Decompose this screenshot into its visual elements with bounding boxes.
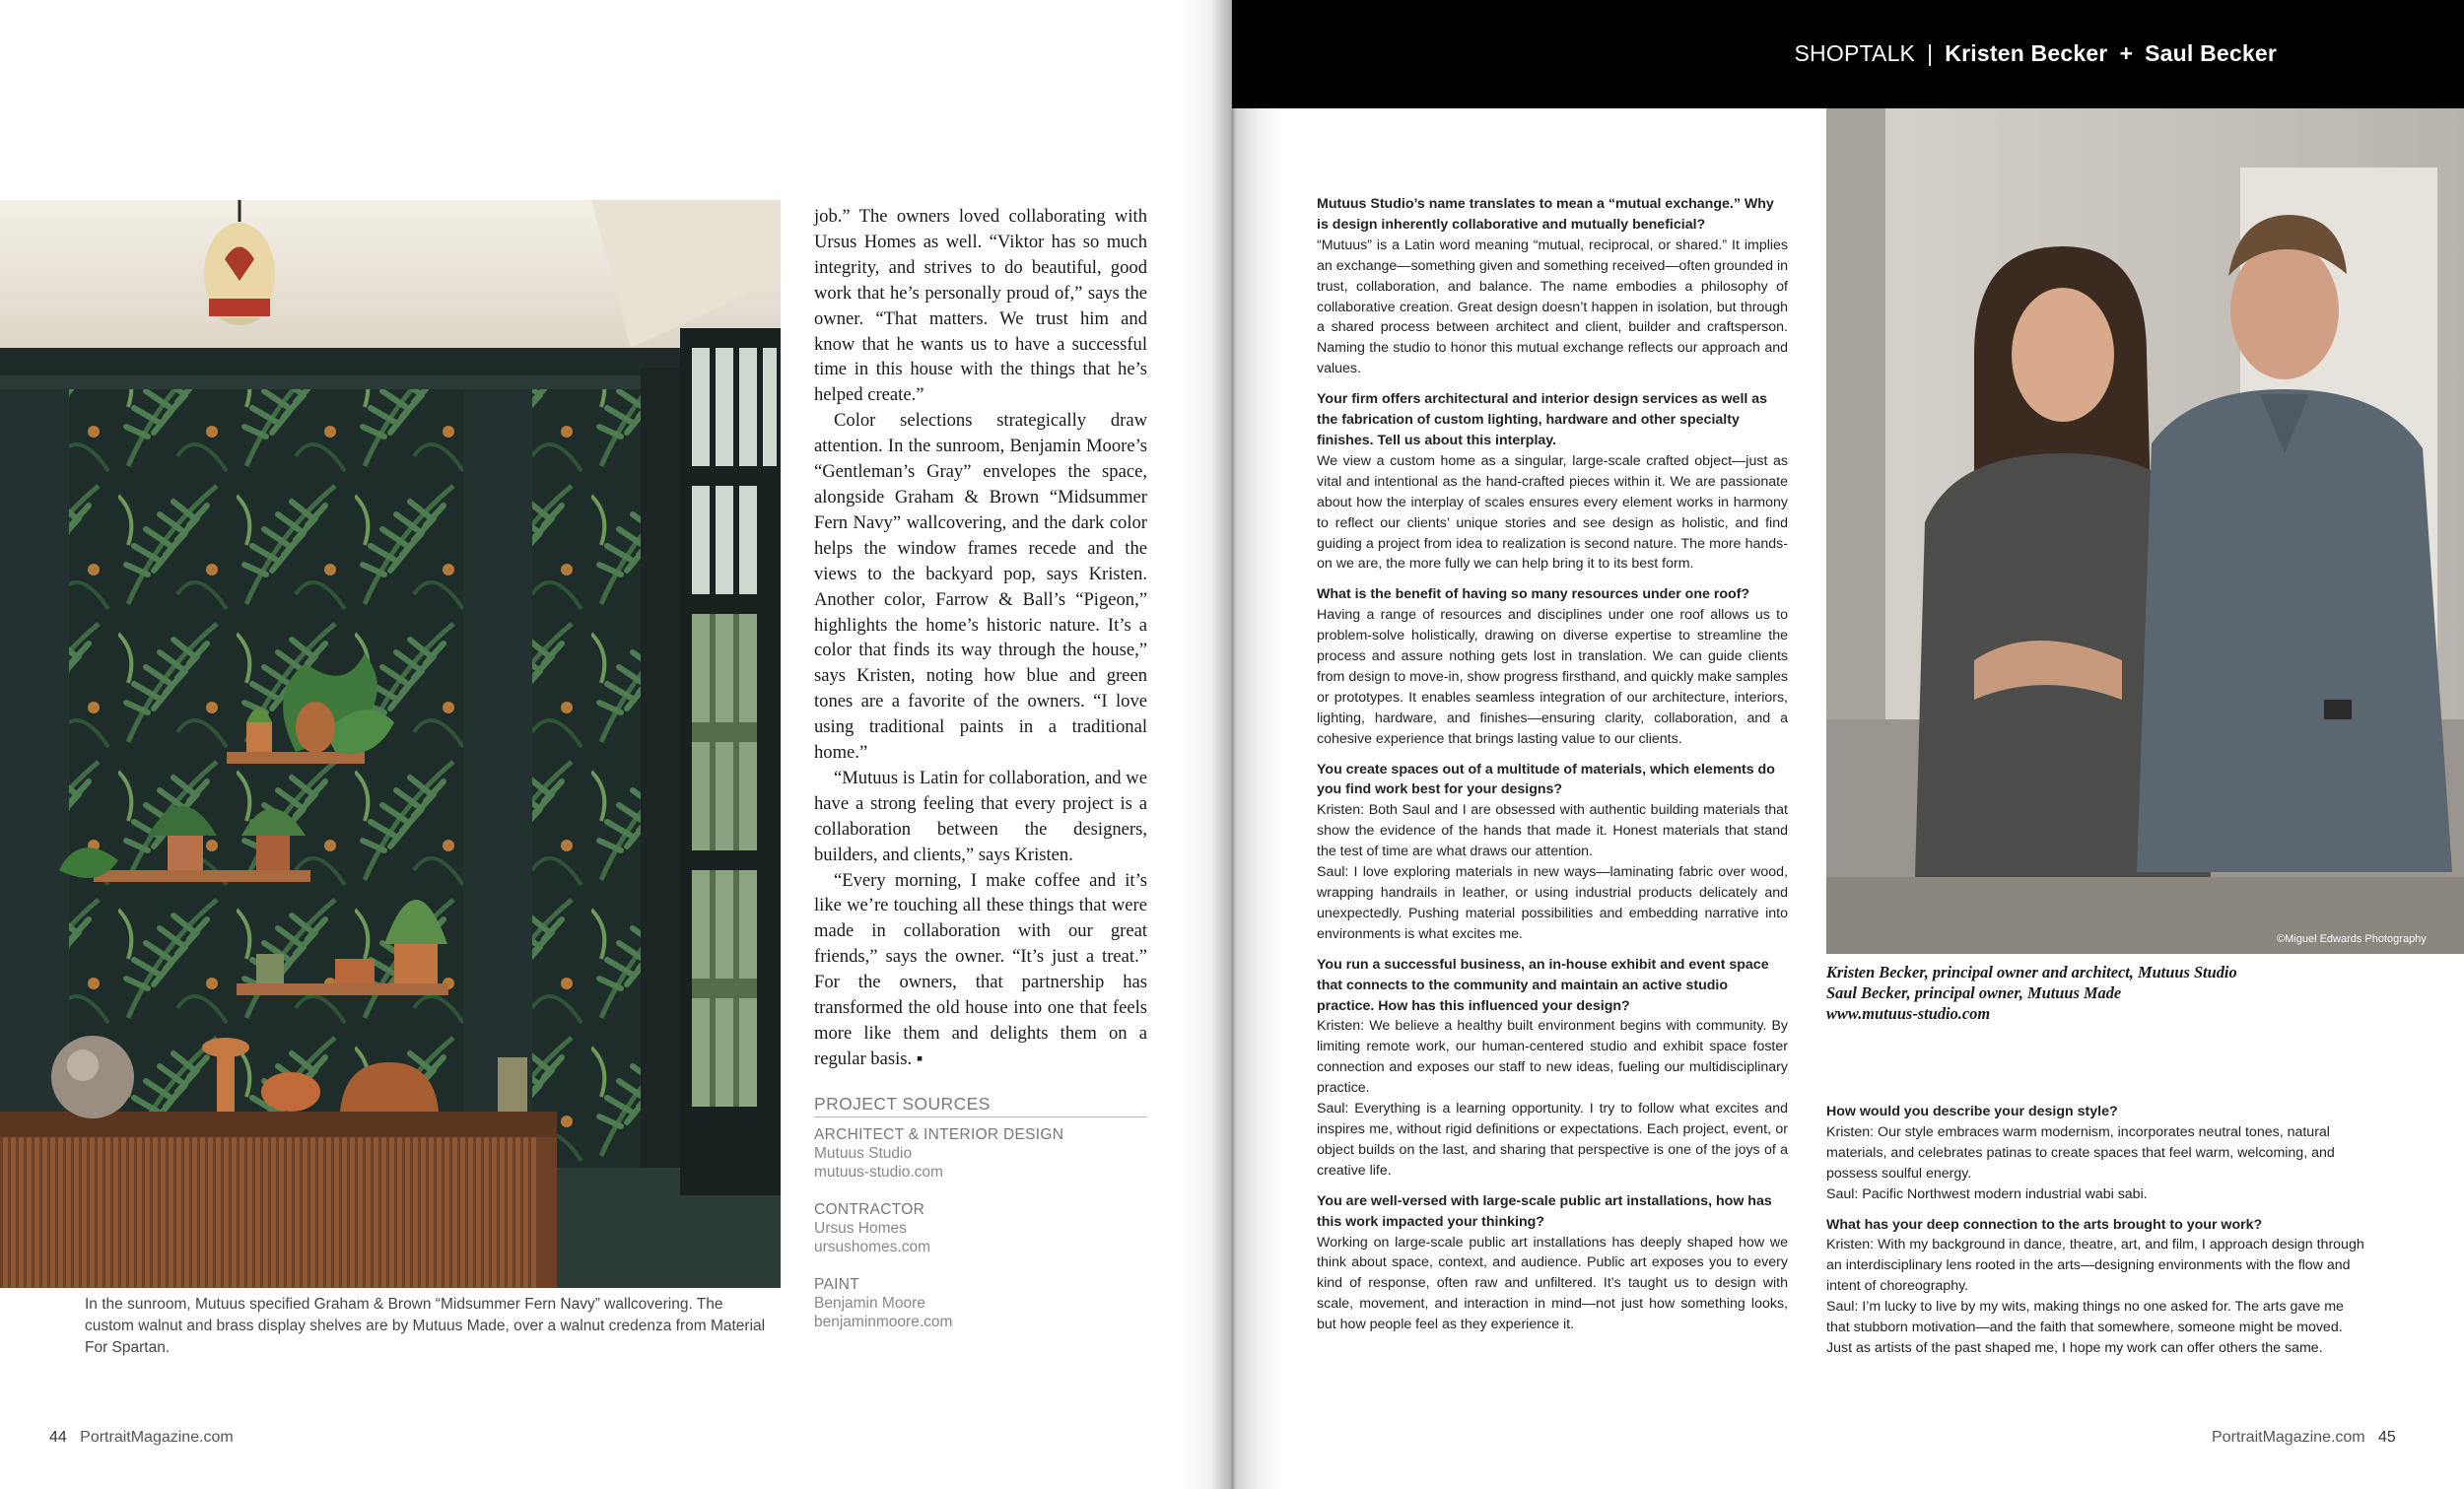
sunroom-illustration [0, 200, 781, 1288]
interview-answer: Kristen: With my background in dance, theatre, art, and film, I approach design through an interdisciplinary lens rooted in the arts—designing environments with the flow and intent of choreography. [1826, 1237, 2364, 1295]
interview-answer: “Mutuus” is a Latin word meaning “mutual, reciprocal, or shared.” It implies an exchange—something given and something received—often grounded in trust, collaboration, and balance. The name embodies a philosophy of collaborative creation. Great design doesn’t happen in isolation, but through a shared process between architect and client, builder and craftsperson. Naming the studio to honor this mutual exchange reflects our approach and values. [1317, 237, 1788, 377]
interview-question: You run a successful business, an in-house exhibit and event space that connects to the community and maintain an active studio practice. How has this influenced your design? [1317, 956, 1769, 1014]
folio-site: PortraitMagazine.com [80, 1429, 234, 1446]
qa-block [1317, 389, 1788, 575]
interview-answer: Saul: Pacific Northwest modern industrial wabi sabi. [1826, 1185, 2148, 1202]
portrait-illustration [1826, 108, 2464, 954]
interview-answer: Kristen: We believe a healthy built environment begins with community. By limiting remote work, our human-centered studio and exhibit space foster connection and exposes our staff to new ideas, fueling our multidisciplinary practice. [1317, 1018, 1788, 1097]
qa-block [1317, 194, 1788, 379]
header-name-2: Saul Becker [2145, 40, 2277, 66]
interview-answer: Saul: Everything is a learning opportunity. I try to follow what excites and inspires me, without rigid definitions or expectations. Each project, event, or object builds on the last, and sharing that perspective is one of the joys of a creative life. [1317, 1101, 1788, 1179]
article-paragraph: “Every morning, I make coffee and it’s like we’re touching all these things that were made in collaboration with our great friends,” says the owner. “It’s just a treat.” For the owners, that partnership has transformed the old house into one that feels more like them and delights them on a regular basis. ▪ [814, 869, 1147, 1069]
article-paragraph: “Mutuus is Latin for collaboration, and we have a strong feeling that every project is a collaboration between the designers, builders, and clients,” says Kristen. [814, 767, 1147, 865]
qa-block [1317, 955, 1788, 1182]
caption-line: Saul Becker, principal owner, Mutuus Made [1826, 983, 2122, 1002]
source-name: Ursus Homes [814, 1220, 907, 1237]
interview-answer: Having a range of resources and disciplines under one roof allows us to problem-solve holistically, drawing on diverse expertise to streamline the process and assure nothing gets lost in translation. We can guide clients from design to move-in, show progress firsthand, and quickly make samples or prototypes. It enables seamless integration of our architecture, interiors, lighting, hardware, and finishes—ensuring clarity, collaboration, and a cohesive experience that brings lasting value to our clients. [1317, 607, 1788, 747]
page-folio-right [2212, 1429, 2396, 1447]
source-url[interactable]: mutuus-studio.com [814, 1164, 943, 1181]
interview-answer: Kristen: Both Saul and I are obsessed with authentic building materials that show the evidence of the hands that made it. Honest materials that stand the test of time are what draws our attention. [1317, 802, 1788, 860]
interview-question: How would you describe your design style? [1826, 1104, 2118, 1119]
source-entry [814, 1275, 1147, 1331]
portrait-photo [1826, 108, 2464, 954]
photo-caption: In the sunroom, Mutuus specified Graham & Brown “Midsummer Fern Navy” wallcovering. The custom walnut and brass display shelves are by Mutuus Made, over a walnut credenza from Material For Spartan. [85, 1296, 766, 1356]
header-separator: | [1927, 40, 1934, 66]
interview-question: What has your deep connection to the arts brought to your work? [1826, 1216, 2263, 1233]
interview-question: Your firm offers architectural and interior design services as well as the fabrication of custom lighting, hardware and other specialty finishes. Tell us about this interplay. [1317, 391, 1768, 448]
qa-block [1317, 1191, 1788, 1335]
page-number: 45 [2377, 1429, 2396, 1446]
qa-block [1826, 1102, 2370, 1205]
article-paragraph: job.” The owners loved collaborating with Ursus Homes as well. “Viktor has so much integrity, and strives to do beautiful, good work that he’s personally proud of,” says the owner. “That matters. We trust him and know that he wants us to have a successful time in this house with the things that he’s helped create.” [814, 206, 1147, 406]
source-category: CONTRACTOR [814, 1201, 925, 1218]
qa-block [1317, 760, 1788, 945]
source-category: ARCHITECT & INTERIOR DESIGN [814, 1126, 1064, 1143]
project-sources [814, 1094, 1147, 1350]
photo-credit: ©Miguel Edwards Photography [2277, 933, 2427, 945]
source-url[interactable]: ursushomes.com [814, 1239, 931, 1255]
caption-website[interactable]: www.mutuus-studio.com [1826, 1004, 1991, 1023]
sources-heading: PROJECT SOURCES [814, 1094, 1147, 1117]
interview-question: You create spaces out of a multitude of materials, which elements do you find work best for your designs? [1317, 761, 1775, 798]
interview-answer: Kristen: Our style embraces warm modernism, incorporates neutral tones, natural materials, and celebrates patinas to create spaces that feel warm, welcoming, and possess soulful energy. [1826, 1123, 2335, 1182]
source-entry [814, 1125, 1147, 1182]
source-url[interactable]: benjaminmoore.com [814, 1314, 953, 1330]
interview-answer: Saul: I love exploring materials in new ways—laminating fabric over wood, wrapping handrails in leather, or using industrial products delicately and unexpectedly. Pushing material possibilities and embedding narrative into environments is what excites me. [1317, 864, 1788, 942]
qa-block [1317, 584, 1788, 749]
sunroom-photo [0, 200, 781, 1288]
source-name: Benjamin Moore [814, 1295, 925, 1312]
page-number: 44 [49, 1429, 67, 1446]
header-name-1: Kristen Becker [1945, 40, 2108, 66]
interview-question: What is the benefit of having so many resources under one roof? [1317, 586, 1750, 603]
article-paragraph: Color selections strategically draw attention. In the sunroom, Benjamin Moore’s “Gentleman’s Gray” envelopes the space, alongside Graham & Brown “Midsummer Fern Navy” wallcovering, and the dark color helps the window frames recede and the views to the backyard pop, says Kristen. Another color, Farrow & Ball’s “Pigeon,” highlights the home’s historic nature. It’s a color that finds its way through the house,” says Kristen, noting how blue and green tones are a favorite of the owners. “I love using traditional paints in a traditional home.” [814, 410, 1147, 764]
interview-column [1317, 194, 1788, 1345]
interview-answer: Working on large-scale public art installations has deeply shaped how we think about space, context, and audience. Public art exposes you to every kind of response, often raw and unfiltered. It’s taught us to design with scale, movement, and interaction in mind—not just how something looks, but how people feel as they experience it. [1317, 1234, 1788, 1333]
folio-site: PortraitMagazine.com [2212, 1429, 2365, 1446]
interview-question: You are well-versed with large-scale public art installations, how has this work impacted your thinking? [1317, 1192, 1772, 1230]
interview-answer: We view a custom home as a singular, large-scale crafted object—just as vital and intentional as the hand-crafted pieces within it. We are passionate about how the interplay of scales ensures every element works in harmony to reflect our clients’ unique stories and see design as holistic, and find guiding a project from idea to realization is second nature. The more hands-on we are, the more fully we can help bring it to its best form. [1317, 452, 1788, 573]
source-name: Mutuus Studio [814, 1145, 913, 1162]
portrait-caption [1826, 962, 2299, 1024]
header-title [1795, 40, 2278, 67]
interview-column-2 [1826, 1102, 2370, 1369]
section-label: SHOPTALK [1794, 40, 1916, 66]
source-category: PAINT [814, 1276, 859, 1293]
page-folio-left [49, 1429, 234, 1447]
qa-block [1826, 1215, 2370, 1359]
source-entry [814, 1200, 1147, 1256]
article-text [814, 204, 1147, 1072]
header-bar [1232, 0, 2464, 108]
header-plus: + [2119, 40, 2134, 66]
interview-question: Mutuus Studio’s name translates to mean a “mutual exchange.” Why is design inherently collaborative and mutually beneficial? [1317, 196, 1774, 233]
interview-answer: Saul: I’m lucky to live by my wits, making things no one asked for. The arts gave me that stubborn motivation—and the faith that somewhere, someone might be moved. Just as artists of the past shaped me, I hope my work can offer others the same. [1826, 1299, 2344, 1356]
caption-line: Kristen Becker, principal owner and architect, Mutuus Studio [1826, 963, 2237, 981]
